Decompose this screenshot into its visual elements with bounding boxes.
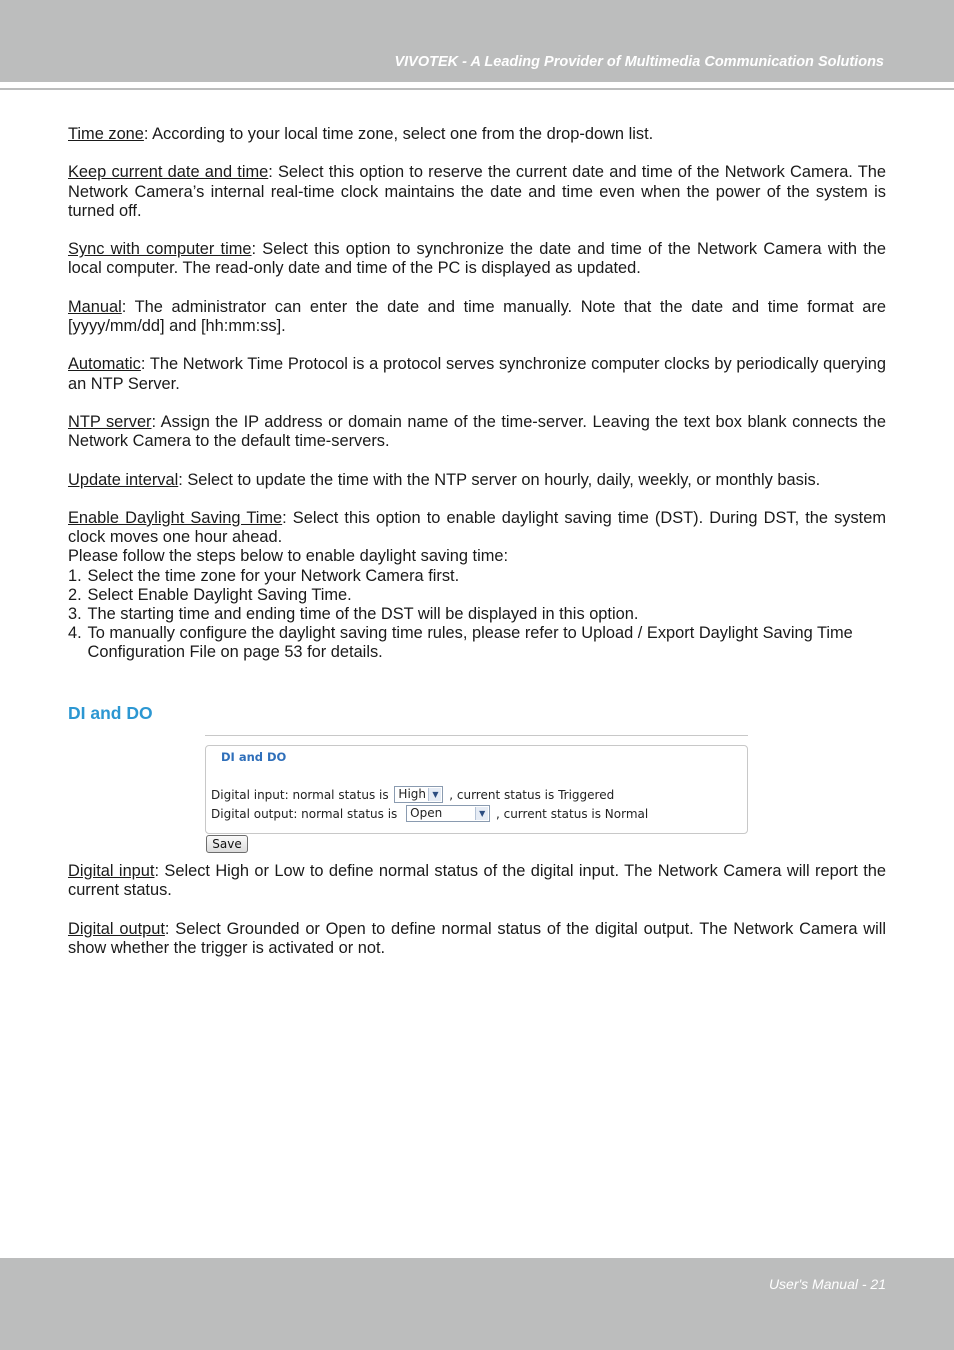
- fieldset-legend: DI and DO: [218, 750, 289, 764]
- digital-input-row: [211, 786, 614, 803]
- dst-intro: Please follow the steps below to enable daylight saving time:: [68, 547, 509, 566]
- term-sync-computer: Sync with computer time: [68, 240, 252, 259]
- paragraph-keep-current: [68, 163, 886, 221]
- manual-content-continued: [68, 862, 886, 977]
- paragraph-time-zone: [68, 125, 886, 144]
- paragraph-digital-output: [68, 920, 886, 958]
- desc-manual: : The administrator can enter the date and time manually. Note that the date and time format are [yyyy/mm/dd] and [hh:mm:ss].: [68, 297, 886, 335]
- desc-digital-input: : Select High or Low to define normal status of the digital input. The Network Camera will report the current status.: [68, 862, 886, 900]
- step-number: 3.: [68, 604, 82, 623]
- desc-update-interval: : Select to update the time with the NTP server on hourly, daily, weekly, or monthly basis.: [178, 470, 821, 489]
- digital-input-normal-status-select[interactable]: [394, 786, 443, 803]
- desc-digital-output: : Select Grounded or Open to define normal status of the digital output. The Network Camera will show whether the trigger is activated or not.: [68, 919, 886, 957]
- paragraph-update-interval: [68, 471, 886, 490]
- term-keep-current: Keep current date and time: [68, 163, 269, 182]
- desc-sync-computer: : Select this option to synchronize the date and time of the Network Camera with the local computer. The read-only date and time of the PC is displayed as updated.: [68, 240, 886, 278]
- term-update-interval: Update interval: [68, 470, 179, 489]
- di-do-fieldset: [205, 745, 748, 834]
- paragraph-digital-input: [68, 862, 886, 900]
- chevron-down-icon[interactable]: ▼: [475, 807, 488, 820]
- digital-output-row: [211, 805, 648, 822]
- term-time-zone: Time zone: [68, 125, 144, 143]
- digital-output-selected-value: Open: [410, 806, 443, 820]
- term-ntp-server: NTP server: [68, 412, 152, 431]
- digital-input-label: Digital input: normal status is: [211, 787, 389, 802]
- footer-page-number: User's Manual - 21: [768, 1276, 886, 1292]
- step-text: The starting time and ending time of the DST will be displayed in this option.: [87, 604, 639, 623]
- chevron-down-icon[interactable]: ▼: [428, 788, 441, 801]
- step-text: Select Enable Daylight Saving Time.: [87, 585, 352, 604]
- desc-dst: : Select this option to enable daylight saving time (DST). During DST, the system clock moves one hour ahead.: [68, 508, 886, 547]
- paragraph-dst: [68, 509, 886, 547]
- paragraph-automatic: [68, 355, 886, 393]
- desc-ntp-server: : Assign the IP address or domain name of the time-server. Leaving the text box blank connects the Network Camera to the default time-servers.: [68, 412, 887, 451]
- dst-step: [68, 605, 886, 624]
- term-dst: Enable Daylight Saving Time: [68, 508, 283, 527]
- term-digital-input: Digital input: [68, 862, 155, 880]
- header-title: VIVOTEK - A Leading Provider of Multimedia Communication Solutions: [394, 54, 884, 70]
- term-automatic: Automatic: [68, 355, 141, 374]
- paragraph-sync-computer: [68, 240, 886, 278]
- paragraph-manual: [68, 298, 886, 336]
- section-heading-di-do: DI and DO: [68, 702, 153, 723]
- panel-top-divider: [205, 735, 748, 736]
- digital-input-current-status: , current status is Triggered: [449, 787, 615, 802]
- manual-content: [68, 125, 886, 723]
- term-digital-output: Digital output: [68, 919, 165, 938]
- header-divider: [0, 88, 954, 90]
- desc-time-zone: : According to your local time zone, select one from the drop-down list.: [143, 125, 654, 143]
- digital-output-normal-status-select[interactable]: [406, 805, 490, 822]
- desc-keep-current: : Select this option to reserve the current date and time of the Network Camera. The Network Camera’s internal real-time clock maintains the date and time even when the power of the system is turned off.: [68, 163, 886, 220]
- save-button[interactable]: Save: [206, 835, 248, 853]
- step-number: 2.: [68, 585, 82, 604]
- desc-automatic: : The Network Time Protocol is a protocol serves synchronize computer clocks by periodically querying an NTP Server.: [68, 355, 886, 393]
- dst-step: [68, 624, 886, 662]
- step-text: To manually configure the daylight saving time rules, please refer to Upload / Export Daylight Saving Time Configuration File on page 53 for details.: [87, 624, 853, 662]
- step-number: 1.: [68, 566, 82, 585]
- dst-step: [68, 586, 886, 605]
- dst-step: [68, 567, 886, 586]
- step-text: Select the time zone for your Network Camera first.: [87, 566, 460, 585]
- di-do-settings-panel: [205, 735, 748, 853]
- digital-input-selected-value: High: [398, 787, 427, 801]
- term-manual: Manual: [68, 297, 122, 316]
- paragraph-ntp-server: [68, 413, 886, 451]
- digital-output-current-status: , current status is Normal: [495, 806, 649, 821]
- step-number: 4.: [68, 624, 82, 643]
- digital-output-label: Digital output: normal status is: [211, 806, 398, 821]
- footer-band: [0, 1258, 954, 1350]
